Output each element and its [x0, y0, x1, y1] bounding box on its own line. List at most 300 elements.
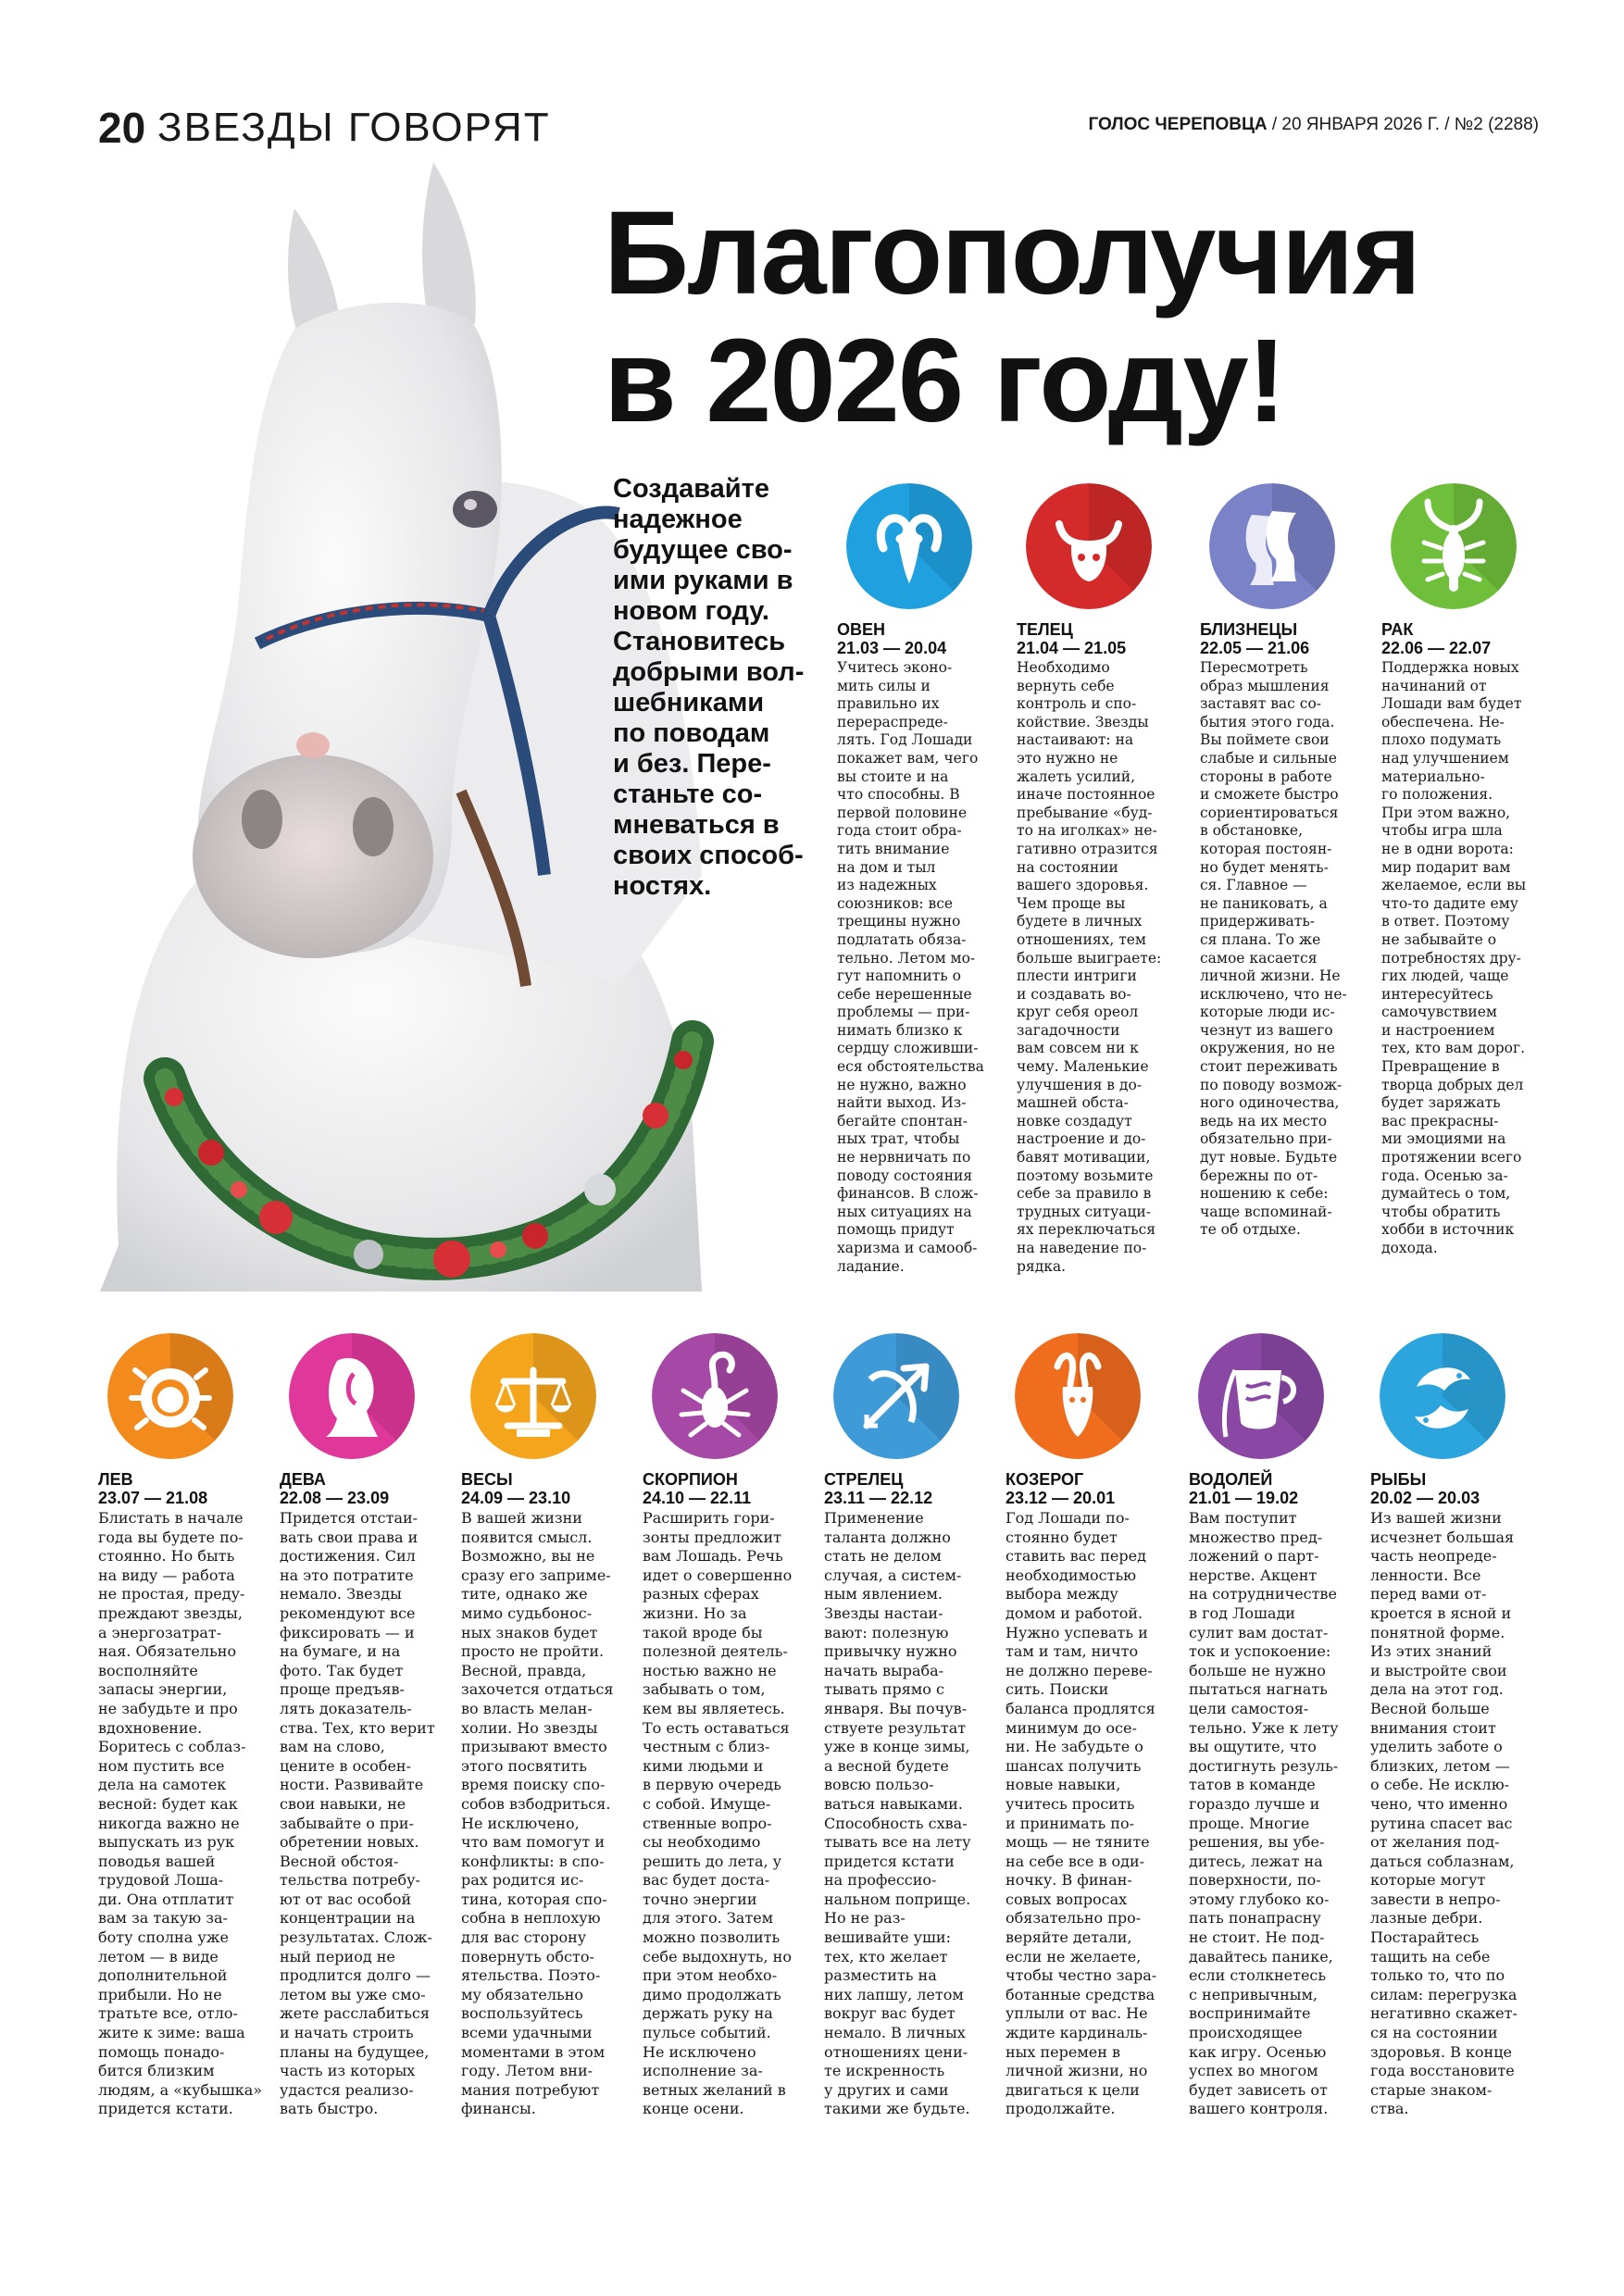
text-line: будет заряжать [1381, 1094, 1501, 1112]
text-line: немало. Звезды [280, 1585, 402, 1603]
sign-dates: 21.04 — 21.05 [1017, 639, 1127, 657]
text-line: это нужно не [1017, 749, 1118, 767]
text-line: решения, вы убе- [1189, 1833, 1325, 1852]
text-line: уплыли от вас. Не [1006, 2004, 1148, 2023]
text-line: сулит вам достат- [1189, 1623, 1329, 1641]
text-line: Постарайтесь [1370, 1928, 1480, 1947]
sign-name: ТЕЛЕЦ [1017, 620, 1073, 639]
crayfish-icon [1391, 483, 1517, 609]
text-line: цели самостоя- [1189, 1699, 1309, 1717]
text-line: то на иголках» не- [1017, 822, 1157, 840]
text-line: запасы энергии, [98, 1680, 228, 1699]
lead-line: надежное [613, 505, 743, 534]
text-line: баланса продлятся [1006, 1699, 1156, 1717]
text-line: дохода. [1381, 1240, 1438, 1256]
text-line: Вы поймете свои [1200, 731, 1330, 749]
lead-line: новом году. [613, 596, 769, 626]
text-line: результатах. Слож- [280, 1928, 432, 1947]
text-line: призывают вместо [461, 1738, 607, 1756]
sign-dates: 23.11 — 22.12 [824, 1489, 933, 1507]
text-line: кроется в ясной и [1370, 1603, 1512, 1622]
text-line: не в одни ворота: [1381, 840, 1514, 857]
text-line: идет о совершенно [643, 1566, 793, 1584]
fish-icon [1380, 1333, 1505, 1459]
text-line: вам за такую за- [98, 1909, 228, 1928]
text-line: иначе постоянное [1017, 786, 1156, 804]
text-line: конфликты: в спо- [461, 1852, 605, 1870]
twins-icon [1209, 483, 1335, 609]
text-line: ных ситуациях на [837, 1203, 972, 1220]
text-line: проще. Многие [1189, 1814, 1310, 1832]
text-line: плести интриги [1017, 967, 1137, 985]
text-line: пребывание «буд- [1017, 804, 1153, 821]
sign-name: СКОРПИОН [643, 1470, 738, 1489]
text-line: Придется отстаи- [280, 1509, 418, 1527]
sign-dates: 20.02 — 20.03 [1370, 1489, 1480, 1507]
text-line: ства. Тех, кто верит [280, 1718, 435, 1737]
text-line: и сможете быстро [1200, 786, 1339, 804]
text-line: достижения. Сил [280, 1547, 416, 1566]
text-line: привычку нужно [824, 1642, 957, 1661]
text-line: воспринимайте [1189, 2004, 1311, 2023]
text-line: а энергозатрат- [98, 1623, 222, 1641]
text-line: будете в личных [1017, 913, 1143, 930]
text-line: такими же будьте. [824, 2100, 970, 2118]
text-line: настроение и до- [1017, 1130, 1146, 1148]
text-line: там и там, ничто [1006, 1642, 1139, 1661]
text-line: конце осени. [643, 2100, 744, 2118]
text-line: моментами в этом [461, 2042, 606, 2061]
text-line: придется кстати. [98, 2100, 233, 2118]
text-line: выпускать из рук [98, 1833, 235, 1852]
text-line: пульсе событий. [643, 2024, 771, 2042]
text-line: тина, которая спо- [461, 1890, 607, 1908]
text-line: тывать все на лету [824, 1833, 971, 1852]
text-line: Поддержка новых [1381, 659, 1519, 676]
text-line: вас прекрасны- [1381, 1112, 1499, 1129]
text-line: тельно. Летом мо- [837, 949, 976, 967]
text-line: проблемы — при- [837, 1004, 970, 1021]
text-line: вают: полезную [824, 1623, 949, 1641]
text-line: честным с близ- [643, 1738, 770, 1756]
text-line: При этом важно, [1381, 804, 1511, 821]
text-line: них лапшу, летом [824, 1985, 964, 2003]
text-line: себе выдохнуть, но [643, 1947, 792, 1965]
text-line: года. Осенью за- [1381, 1167, 1508, 1184]
text-line: продлится долго — [280, 1966, 431, 1985]
text-line: В вашей жизни [461, 1509, 582, 1527]
text-line: этому глубоко ко- [1189, 1890, 1330, 1908]
text-line: можно позволить [643, 1928, 781, 1947]
text-line: ная. Обязательно [98, 1642, 237, 1661]
text-line: даться соблазнам, [1370, 1852, 1515, 1870]
headline [604, 187, 1539, 447]
lead-line: добрыми вол- [613, 657, 805, 687]
text-line: давайтесь панике, [1189, 1947, 1333, 1965]
lion-icon [107, 1333, 233, 1459]
text-line: необходимостью [1006, 1566, 1137, 1584]
text-line: с непривычным, [1189, 1985, 1318, 2003]
text-line: и выстройте свои [1370, 1661, 1507, 1679]
text-line: в год Лошади [1189, 1603, 1295, 1622]
sign-dates: 21.01 — 19.02 [1189, 1489, 1299, 1507]
text-line: часть неопреде- [1370, 1547, 1497, 1566]
text-line: трудовой Лоша- [98, 1871, 224, 1890]
sign-name: ВОДОЛЕЙ [1189, 1470, 1273, 1489]
text-line: всеми удачными [461, 2024, 593, 2042]
text-line: ся на состоянии [1370, 2024, 1498, 2042]
text-line: будет зависеть от [1189, 2080, 1328, 2099]
text-line: подлатать обяза- [837, 930, 967, 948]
text-line: рутина спасет вас [1370, 1814, 1513, 1832]
paper-name: ГОЛОС ЧЕРЕПОВЦА [1088, 115, 1268, 134]
text-line: внимания стоит [1370, 1718, 1496, 1737]
text-line: часть из которых [280, 2062, 416, 2080]
sign-name: ВЕСЫ [461, 1470, 513, 1489]
lead-line: будущее сво- [613, 535, 793, 565]
text-line: плохо подумать [1381, 731, 1502, 749]
text-line: мания потребуют [461, 2080, 600, 2099]
text-line: негативно скажет- [1370, 2004, 1518, 2023]
text-line: первой половине [837, 804, 968, 821]
text-line: вам на слово, [280, 1738, 385, 1756]
goat-icon [1015, 1333, 1141, 1459]
text-line: койствие. Звезды [1017, 713, 1149, 730]
text-line: мощь — не тяните [1006, 1833, 1150, 1852]
lead-line: Создавайте [613, 474, 769, 504]
text-line: ленности. Все [1370, 1566, 1481, 1584]
text-line: еся обстоятельства [837, 1058, 984, 1076]
sign-dates: 24.09 — 23.10 [461, 1489, 571, 1507]
text-line: уже в конце зимы, [824, 1738, 970, 1756]
text-line: Год Лошади по- [1006, 1509, 1130, 1527]
text-line: вы ощутите, что [1189, 1738, 1317, 1756]
text-line: нерстве. Акцент [1189, 1566, 1318, 1584]
horoscope-text [837, 659, 1006, 1276]
text-line: самочувствием [1381, 1004, 1497, 1021]
text-line: чему. Маленькие [1017, 1058, 1149, 1076]
text-line: которые люди ис- [1200, 1004, 1335, 1021]
text-line: здоровья. В конце [1370, 2042, 1512, 2061]
text-line: Способность схва- [824, 1814, 968, 1832]
page-header [98, 100, 1539, 156]
sign-name: СТРЕЛЕЦ [824, 1470, 904, 1489]
text-line: воспользуйтесь [461, 2004, 583, 2023]
text-line: ствуете результат [824, 1718, 967, 1737]
text-line: ют от вас особой [280, 1890, 412, 1908]
text-line: проще предъяв- [280, 1680, 405, 1699]
text-line: забывать о том, [643, 1680, 766, 1699]
text-line: на бумаге, и на [280, 1642, 401, 1661]
text-line: держать руку на [643, 2004, 773, 2023]
text-line: правильно их [837, 695, 940, 713]
text-line: дут новые. Будьте [1200, 1149, 1338, 1167]
text-line: ностью важно не [643, 1661, 777, 1679]
text-line: появится смысл. [461, 1528, 593, 1546]
text-line: как игру. Осенью [1189, 2042, 1327, 2061]
horoscope-text [643, 1509, 811, 2119]
text-line: новые навыки, [1006, 1776, 1121, 1794]
headline-line-2: в 2026 году! [604, 315, 1285, 447]
text-line: контроль и спо- [1017, 695, 1137, 713]
text-line: близких, летом — [1370, 1756, 1510, 1775]
text-line: ми эмоциями на [1381, 1130, 1506, 1148]
text-line: рах родится ис- [461, 1871, 584, 1890]
text-line: вокруг вас будет [824, 2004, 956, 2023]
text-line: тить внимание [837, 840, 950, 857]
text-line: ждите кардиналь- [1006, 2024, 1148, 2042]
text-line: стоянно. Но быть [98, 1547, 235, 1566]
text-line: Из этих знаний [1370, 1642, 1493, 1661]
lead-line: и без. Пере- [613, 749, 771, 779]
horoscope-text [1017, 659, 1185, 1276]
text-line: на виду — работа [98, 1566, 235, 1584]
text-line: успех во многом [1189, 2062, 1318, 2080]
text-line: и настроением [1381, 1021, 1495, 1039]
text-line: вашего контроля. [1189, 2100, 1329, 2118]
text-line: свои навыки, не [280, 1794, 406, 1813]
text-line: минимум до осе- [1006, 1718, 1137, 1737]
sign-name: ОВЕН [837, 620, 886, 639]
text-line: образ мышления [1200, 677, 1330, 694]
text-line: не забывайте о [1381, 930, 1497, 948]
text-line: над улучшением [1381, 749, 1509, 767]
maiden-icon [289, 1333, 415, 1459]
text-line: понятной форме. [1370, 1623, 1505, 1641]
text-line: ведь на их место [1200, 1112, 1328, 1129]
paper-info [1088, 111, 1539, 139]
text-line: гативно отразится [1017, 840, 1158, 857]
text-line: помощь придут [837, 1221, 955, 1239]
text-line: пать понапрасну [1189, 1909, 1321, 1928]
text-line: не нужно, важно [837, 1076, 967, 1093]
text-line: таланта должно [824, 1528, 951, 1546]
text-line: достигнуть резуль- [1189, 1756, 1339, 1775]
horoscope-text [461, 1509, 630, 2119]
text-line: ного одиночества, [1200, 1094, 1340, 1112]
text-line: ставить вас перед [1006, 1547, 1146, 1566]
text-line: совых вопросах [1006, 1890, 1128, 1908]
text-line: ства. [1370, 2100, 1409, 2118]
text-line: из надежных [837, 877, 937, 894]
text-line: ях переключаться [1017, 1221, 1156, 1239]
text-line: стоянно будет [1006, 1528, 1118, 1546]
text-line: думайтесь о том, [1381, 1185, 1511, 1203]
text-line: ночку. В финан- [1006, 1871, 1132, 1890]
text-line: Весной больше [1370, 1699, 1490, 1717]
text-line: чтобы обратить [1381, 1203, 1501, 1220]
text-line: ным явлением. [824, 1585, 943, 1603]
text-line: мить силы и [837, 677, 931, 694]
text-line: Лошади вам будет [1381, 695, 1522, 713]
text-line: ди. Она отплатит [98, 1890, 234, 1908]
text-line: вам Лошадь. Речь [643, 1547, 783, 1566]
lead-line: мневаться в [613, 810, 780, 840]
scorpion-icon [652, 1333, 778, 1459]
text-line: Возможно, вы не [461, 1547, 595, 1566]
text-line: шансах получить [1006, 1756, 1142, 1775]
text-line: себе нерешенные [837, 985, 972, 1003]
text-line: вашего здоровья. [1017, 877, 1149, 894]
text-line: силам: перегрузка [1370, 1985, 1518, 2003]
text-line: харизма и самооб- [837, 1240, 978, 1256]
text-line: боту сполна уже [98, 1928, 229, 1947]
text-line: настаивают: на [1017, 731, 1134, 749]
text-line: решить до лета, у [643, 1852, 782, 1870]
text-line: машней обста- [1017, 1094, 1129, 1112]
text-line: и принимать по- [1006, 1814, 1134, 1832]
text-line: зонты предложит [643, 1528, 781, 1546]
text-line: Вам поступит [1189, 1509, 1297, 1527]
text-line: на сотрудничестве [1189, 1585, 1337, 1603]
text-line: придерживать- [1200, 913, 1316, 930]
lead-line: ностях. [613, 871, 712, 901]
sign-name: ДЕВА [280, 1470, 326, 1489]
text-line: жете расслабиться [280, 2004, 430, 2023]
text-line: тратьте все, отло- [98, 2004, 238, 2023]
text-line: цените в особен- [280, 1756, 411, 1775]
text-line: ный период не [280, 1947, 395, 1965]
text-line: ток и успокоение: [1189, 1642, 1331, 1661]
text-line: рекомендуют все [280, 1603, 416, 1622]
text-line: стороны в работе [1200, 767, 1332, 785]
water-jug-icon [1198, 1333, 1324, 1459]
sign-name: РАК [1381, 620, 1414, 639]
text-line: интересуйтесь [1381, 985, 1493, 1003]
text-line: фото. Так будет [280, 1661, 404, 1679]
text-line: Необходимо [1017, 659, 1110, 676]
text-line: личной жизни. Не [1200, 967, 1341, 985]
text-line: начать выраба- [824, 1661, 944, 1679]
lead-line: шебниками [613, 688, 765, 718]
text-line: рядка. [1017, 1257, 1067, 1275]
text-line: личной жизни, но [1006, 2062, 1148, 2080]
text-line: тельно. Уже к лету [1189, 1718, 1339, 1737]
text-line: больше выиграете: [1017, 949, 1162, 967]
text-line: дитесь, лежат на [1189, 1852, 1323, 1870]
text-line: Чем проще вы [1017, 894, 1126, 912]
text-line: фиксировать — и [280, 1623, 415, 1641]
horoscope-text [1200, 659, 1368, 1240]
text-line: жизни. Но за [643, 1603, 747, 1622]
text-line: пытаться нагнать [1189, 1680, 1328, 1699]
text-line: разных сферах [643, 1585, 759, 1603]
text-line: точно энергии [643, 1890, 757, 1908]
text-line: если не желаете, [1006, 1947, 1142, 1965]
text-line: отношениях цени- [824, 2042, 968, 2061]
text-line: придется кстати [824, 1852, 955, 1870]
text-line: сить. Поиски [1006, 1680, 1109, 1699]
text-line: вешивайте уши: [824, 1928, 951, 1947]
text-line: улучшения в до- [1017, 1076, 1143, 1093]
text-line: лять. Год Лошади [837, 731, 973, 749]
text-line: протяжении всего [1381, 1149, 1522, 1167]
text-line: ветных желаний в [643, 2080, 786, 2099]
sign-dates: 23.12 — 20.01 [1006, 1489, 1116, 1507]
text-line: которые могут [1370, 1871, 1486, 1890]
text-line: при этом необхо- [643, 1966, 778, 1985]
text-line: вас будет доста- [643, 1871, 770, 1890]
lead-line: своих способ- [613, 841, 804, 870]
text-line: не должно переве- [1006, 1661, 1153, 1679]
horoscope-text [1189, 1509, 1357, 2119]
text-line: отношениях, тем [1017, 930, 1146, 948]
text-line: летом вы уже смо- [280, 1985, 426, 2003]
text-line: ятельства. Поэто- [461, 1966, 601, 1985]
text-line: тельства потребу- [280, 1871, 420, 1890]
text-line: обязательно при- [1200, 1130, 1332, 1148]
text-line: Звезды настаи- [824, 1603, 943, 1622]
text-line: чтобы игра шла [1381, 822, 1503, 840]
text-line: го положения. [1381, 786, 1493, 804]
text-line: на дом и тыл [837, 858, 936, 876]
text-line: помощь понадо- [98, 2042, 225, 2061]
text-line: вам совсем ни к [1017, 1040, 1139, 1057]
text-line: потребностях дру- [1381, 949, 1521, 967]
text-line: тите, однако же [461, 1585, 588, 1603]
text-line: тех, кто желает [824, 1947, 948, 1965]
text-line: лять доказатель- [280, 1699, 412, 1717]
text-line: на это потратите [280, 1566, 414, 1584]
headline-line-1: Благополучия [604, 187, 1420, 319]
text-line: такой вроде бы [643, 1623, 763, 1641]
text-line: не забудьте и про [98, 1699, 238, 1717]
text-line: татов в команде [1189, 1776, 1316, 1794]
text-line: димо продолжать [643, 1985, 781, 2003]
text-line: планы на будущее, [280, 2042, 430, 2061]
text-line: не стоит. Не под- [1189, 1928, 1325, 1947]
text-line: не простая, преду- [98, 1585, 245, 1603]
text-line: мир подарит вам [1381, 858, 1511, 876]
text-line: ности. Развивайте [280, 1776, 424, 1794]
text-line: кими людьми и [643, 1756, 764, 1775]
text-line: финансов. В слож- [837, 1185, 979, 1203]
lead-paragraph [613, 474, 812, 902]
text-line: для вас сторону [461, 1928, 587, 1947]
sign-name: РЫБЫ [1370, 1470, 1427, 1489]
text-line: гих людей, чаще [1381, 967, 1509, 985]
text-line: те об отдыхе. [1200, 1221, 1301, 1239]
text-line: больше не нужно [1189, 1661, 1326, 1679]
text-line: финансы. [461, 2100, 536, 2118]
text-line: немало. В личных [824, 2024, 966, 2042]
text-line: бится близким [98, 2062, 215, 2080]
text-line: Блистать в начале [98, 1509, 244, 1527]
text-line: дополнительной [98, 1966, 228, 1985]
lead-line: ими руками в [613, 566, 793, 595]
text-line: продолжайте. [1006, 2100, 1116, 2118]
text-line: летом — в виде [98, 1947, 219, 1965]
text-line: чезнут из вашего [1200, 1021, 1333, 1039]
text-line: бегайте спонтан- [837, 1112, 968, 1129]
text-line: му обязательно [461, 1985, 584, 2003]
text-line: Применение [824, 1509, 924, 1527]
text-line: множество пред- [1189, 1528, 1323, 1546]
text-line: двигаться к цели [1006, 2080, 1140, 2099]
text-line: что вам помогут и [461, 1833, 605, 1852]
text-line: и начать строить [280, 2024, 414, 2042]
text-line: Учитесь эконо- [837, 659, 953, 676]
text-line: на состоянии [1017, 858, 1118, 876]
text-line: загадочности [1017, 1021, 1120, 1039]
text-line: творца добрых дел [1381, 1076, 1524, 1093]
sign-dates: 22.08 — 23.09 [280, 1489, 390, 1507]
text-line: обязательно про- [1006, 1909, 1142, 1928]
text-line: ся. Главное — [1200, 877, 1307, 894]
text-line: дела на самотек [98, 1776, 227, 1794]
text-line: в первую очередь [643, 1776, 781, 1794]
text-line: сориентироваться [1200, 804, 1339, 821]
